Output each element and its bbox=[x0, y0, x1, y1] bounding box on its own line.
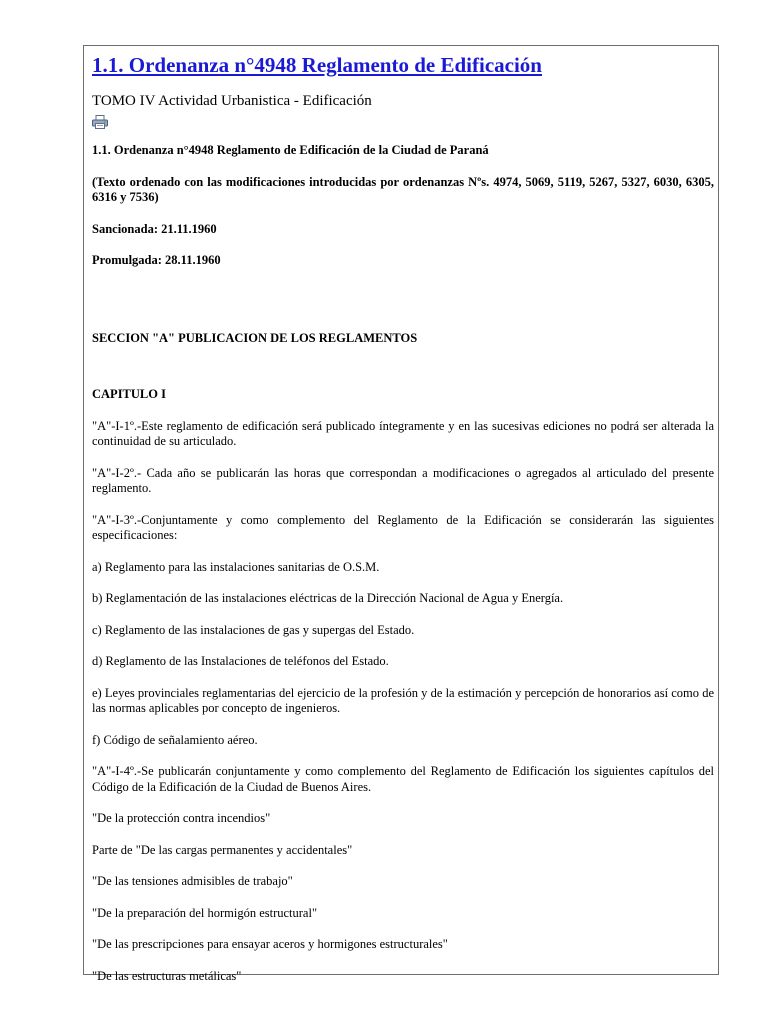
article-a-i-4: "A"-I-4º.-Se publicarán conjuntamente y como complemento del Reglamento de Edificación los siguientes capítulos del Código de la Edificación de la Ciudad de Buenos Aires. bbox=[92, 764, 714, 794]
chapter-title: CAPITULO I bbox=[92, 387, 166, 401]
chapter-reference: "De las tensiones admisibles de trabajo" bbox=[92, 874, 293, 888]
list-item: a) Reglamento para las instalaciones sanitarias de O.S.M. bbox=[92, 559, 380, 574]
page-title-link[interactable]: 1.1. Ordenanza n°4948 Reglamento de Edificación bbox=[92, 53, 542, 77]
volume-subtitle: TOMO IV Actividad Urbanistica - Edificación bbox=[92, 93, 372, 109]
article-a-i-3: "A"-I-3º.-Conjuntamente y como complemento del Reglamento de la Edificación se considerarán las siguientes especificaciones: bbox=[92, 512, 714, 542]
chapter-reference: "De las estructuras metálicas" bbox=[92, 968, 242, 983]
chapter-reference: "De la protección contra incendios" bbox=[92, 811, 271, 825]
document-content bbox=[92, 52, 714, 984]
list-item: d) Reglamento de las Instalaciones de teléfonos del Estado. bbox=[92, 654, 389, 668]
promulgation-date: Promulgada: 28.11.1960 bbox=[92, 253, 221, 267]
chapter-reference: "De las prescripciones para ensayar aceros y hormigones estructurales" bbox=[92, 937, 448, 951]
section-title: SECCION "A" PUBLICACION DE LOS REGLAMENTOS bbox=[92, 330, 418, 345]
document-frame bbox=[83, 45, 719, 983]
article-a-i-1: "A"-I-1º.-Este reglamento de edificación será publicado íntegramente y en las sucesivas ediciones no podrá ser alterada la continuidad de su articulado. bbox=[92, 418, 714, 448]
list-item: e) Leyes provinciales reglamentarias del ejercicio de la profesión y de la estimación y percepción de honorarios así como de las normas aplicables por concepto de ingenieros. bbox=[92, 685, 714, 715]
document-heading: 1.1. Ordenanza n°4948 Reglamento de Edificación de la Ciudad de Paraná bbox=[92, 143, 489, 157]
list-item: c) Reglamento de las instalaciones de gas y supergas del Estado. bbox=[92, 622, 415, 637]
sanction-date: Sancionada: 21.11.1960 bbox=[92, 221, 217, 236]
list-item: b) Reglamentación de las instalaciones eléctricas de la Dirección Nacional de Agua y Energía. bbox=[92, 591, 564, 605]
list-item: f) Código de señalamiento aéreo. bbox=[92, 732, 258, 747]
chapter-reference: "De la preparación del hormigón estructural" bbox=[92, 905, 318, 920]
chapter-reference: Parte de "De las cargas permanentes y accidentales" bbox=[92, 842, 353, 857]
article-a-i-2: "A"-I-2º.- Cada año se publicarán las horas que correspondan a modificaciones o agregados al articulado del presente reglamento. bbox=[92, 465, 714, 495]
amendments-note: (Texto ordenado con las modificaciones introducidas por ordenanzas Nºs. 4974, 5069, 5119, 5267, 5327, 6030, 6305, 6316 y 7536) bbox=[92, 174, 714, 204]
printer-icon[interactable] bbox=[92, 115, 108, 129]
